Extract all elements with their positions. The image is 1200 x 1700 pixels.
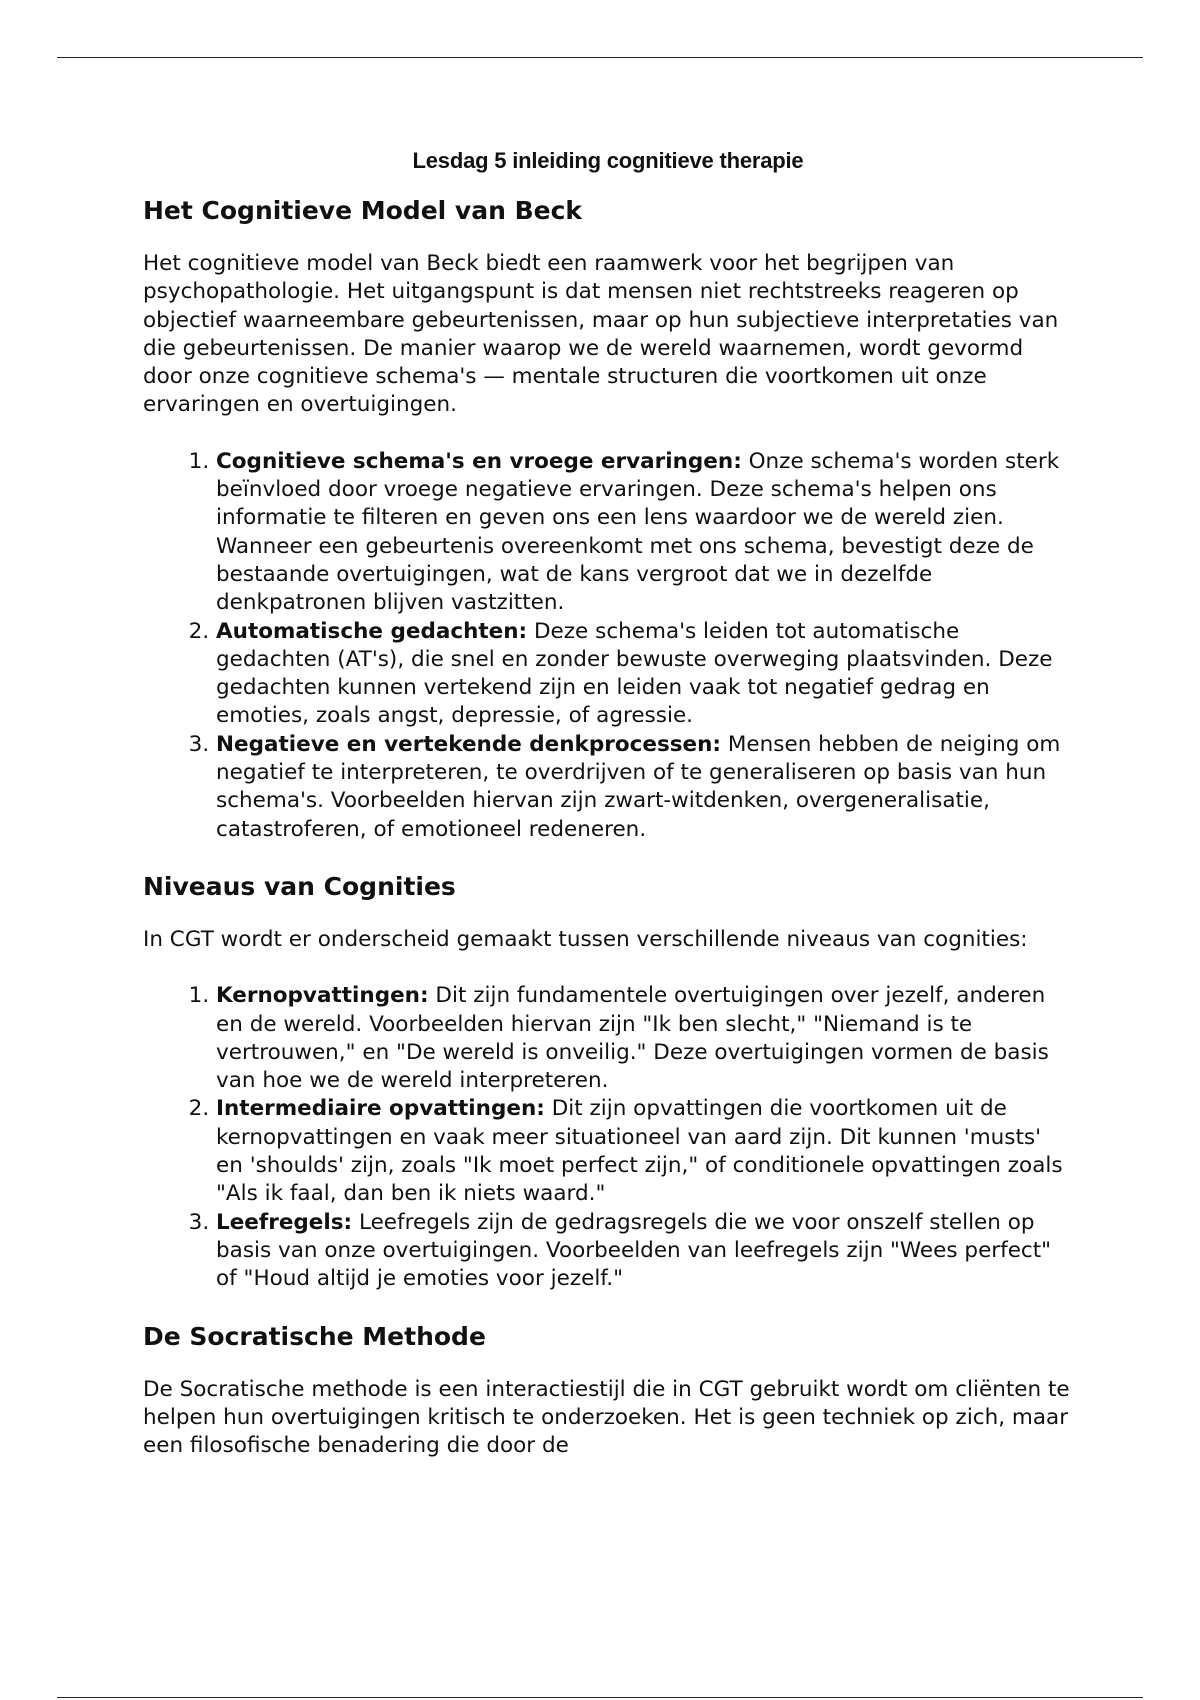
section-heading: De Socratische Methode [143, 1321, 486, 1351]
list-item-text: Dit zijn opvattingen die voortkomen uit de kernopvattingen en vaak meer situationeel van aard zijn. Dit kunnen 'musts' en 'shoulds' zijn, zoals "Ik moet perfect zijn," of conditionele opvattingen zoals "Als ik faal, dan ben ik niets waard." [216, 1096, 1063, 1207]
list-item [216, 448, 1073, 618]
list-item [216, 982, 1073, 1095]
list-item-term: Intermediaire opvattingen: [216, 1096, 545, 1122]
document-title: Lesdag 5 inleiding cognitieve therapie [412, 148, 804, 173]
section-socratic-method [143, 1320, 1073, 1461]
list-item-text: Deze schema's leiden tot automatische gedachten (AT's), die snel en zonder bewuste overweging plaatsvinden. Deze gedachten kunnen vertekend zijn en leiden vaak tot negatief gedrag en emoties, zoals angst, depressie, of agressie. [216, 618, 1053, 729]
list-item-text: Dit zijn fundamentele overtuigingen over jezelf, anderen en de wereld. Voorbeelden hiervan zijn "Ik ben slecht," "Niemand is te vertrouwen," en "De wereld is onveilig." Deze overtuigingen vormen de basis van hoe we de wereld interpreteren. [216, 983, 1049, 1094]
section-beck-model [143, 194, 1073, 844]
section-heading: Niveaus van Cognities [143, 871, 456, 901]
document-body [143, 142, 1073, 1488]
numbered-list [143, 982, 1073, 1293]
section-cognition-levels [143, 870, 1073, 1294]
section-heading: Het Cognitieve Model van Beck [143, 196, 583, 225]
list-item-text: Onze schema's worden sterk beïnvloed door vroege negatieve ervaringen. Deze schema's helpen ons informatie te filteren en geven ons een lens waardoor we de wereld zien. Wanneer een gebeurtenis overeenkomt met ons schema, bevestigt deze de bestaande overtuigingen, wat de kans vergroot dat we in dezelfde denkpatronen blijven vastzitten. [216, 448, 1060, 616]
numbered-list [143, 448, 1073, 844]
list-item [216, 1209, 1073, 1294]
list-item [216, 731, 1073, 844]
list-item-text: Mensen hebben de neiging om negatief te interpreteren, te overdrijven of te generaliseren op basis van hun schema's. Voorbeelden hiervan zijn zwart-witdenken, overgeneralisatie, catastroferen, of emotioneel redeneren. [216, 731, 1061, 842]
list-item [216, 618, 1073, 731]
section-intro-paragraph: In CGT wordt er onderscheid gemaakt tussen verschillende niveaus van cognities: [143, 926, 1028, 952]
list-item-term: Cognitieve schema's en vroege ervaringen: [216, 448, 742, 474]
list-item [216, 1095, 1073, 1208]
list-item-term: Kernopvattingen: [216, 983, 429, 1009]
list-item-text: Leefregels zijn de gedragsregels die we voor onszelf stellen op basis van onze overtuigingen. Voorbeelden van leefregels zijn "Wees perfect" of "Houd altijd je emoties voor jezelf." [216, 1209, 1052, 1292]
list-item-term: Leefregels: [216, 1209, 353, 1235]
list-item-term: Negatieve en vertekende denkprocessen: [216, 731, 722, 757]
section-intro-paragraph: Het cognitieve model van Beck biedt een raamwerk voor het begrijpen van psychopathologie. Het uitgangspunt is dat mensen niet rechtstreeks reageren op objectief waarneembare gebeurtenissen, maar op hun subjectieve interpretaties van die gebeurtenissen. De manier waarop we de wereld waarnemen, wordt gevormd door onze cognitieve schema's — mentale structuren die voortkomen uit onze ervaringen en overtuigingen. [143, 251, 1059, 418]
list-item-term: Automatische gedachten: [216, 618, 528, 644]
section-intro-paragraph: De Socratische methode is een interactiestijl die in CGT gebruikt wordt om cliënten te helpen hun overtuigingen kritisch te onderzoeken. Het is geen techniek op zich, maar een filosofische benadering die door de [143, 1376, 1070, 1459]
page-bottom-rule [57, 1697, 1143, 1698]
page-top-rule [57, 57, 1143, 58]
